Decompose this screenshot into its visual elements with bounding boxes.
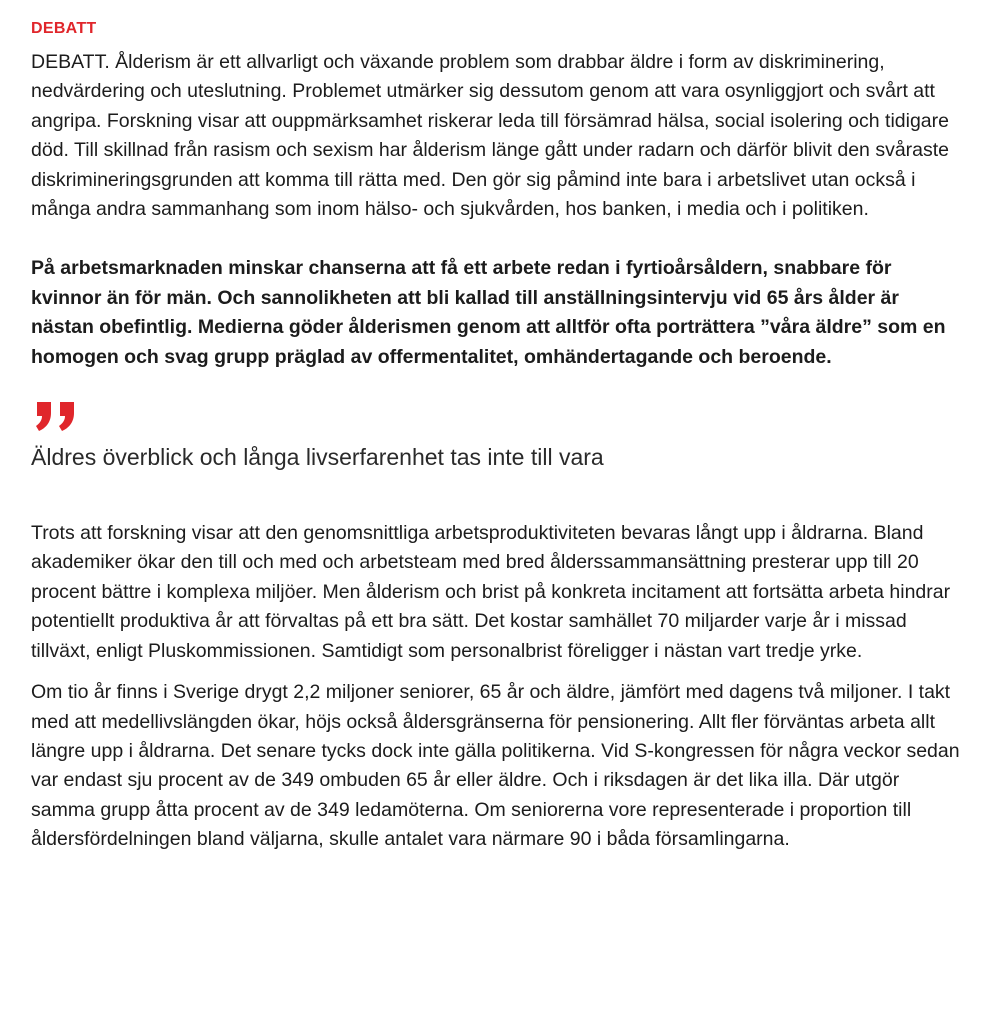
body-paragraph: Trots att forskning visar att den genomsnittliga arbetsproduktiviteten bevaras långt upp i åldrarna. Bland akademiker ökar den till och med och arbetsteam med bred ålderssammansättning presterar upp till 20 procent bättre i komplexa miljöer. Men ålderism och brist på konkreta incitament att fortsätta arbeta hindrar potentiellt produktiva år att förvaltas på ett bra sätt. Det kostar samhället 70 miljarder varje år i missad tillväxt, enligt Pluskommissionen. Samtidigt som personalbrist föreligger i nästan vart tredje yrke. (31, 522, 951, 662)
lead-paragraph: På arbetsmarknaden minskar chanserna att få ett arbete redan i fyrtioårsåldern, snabbare för kvinnor än för män. Och sannolikheten att bli kallad till anställningsintervju vid 65 års ålder är nästan obefintlig. Medierna göder ålderismen genom att alltför ofta porträttera ”våra äldre” som en homogen och svag grupp präglad av offermentalitet, omhändertagande och beroende. (31, 257, 946, 368)
article (31, 18, 961, 855)
section-kicker: DEBATT (31, 20, 97, 37)
intro-paragraph: DEBATT. Ålderism är ett allvarligt och växande problem som drabbar äldre i form av diskriminering, nedvärdering och uteslutning. Problemet utmärker sig dessutom genom att vara osynliggjort och svårt att angripa. Forskning visar att ouppmärksamhet riskerar leda till försämrad hälsa, social isolering och tidigare död. Till skillnad från rasism och sexism har ålderism länge gått under radarn och därför blivit den svåraste diskrimineringsgrunden att komma till rätta med. Den gör sig påmind inte bara i arbetslivet utan också i många andra sammanhang som inom hälso- och sjukvården, hos banken, i media och i politiken. (31, 51, 950, 221)
pull-quote (31, 400, 961, 472)
body-paragraph: Om tio år finns i Sverige drygt 2,2 miljoner seniorer, 65 år och äldre, jämfört med dagens två miljoner. I takt med att medellivslängden ökar, höjs också åldersgränserna för pensionering. Allt fler förväntas arbeta allt längre upp i åldrarna. Det senare tycks dock inte gälla politikerna. Vid S-kongressen för några veckor sedan var endast sju procent av de 349 ombuden 65 år eller äldre. Och i riksdagen är det lika illa. Där utgör samma grupp åtta procent av de 349 ledamöterna. Om seniorerna vore representerade i proportion till åldersfördelningen bland väljarna, skulle antalet vara närmare 90 i båda församlingarna. (31, 681, 960, 851)
pull-quote-text: Äldres överblick och långa livserfarenhet tas inte till vara (31, 444, 604, 471)
quote-mark-icon (31, 400, 83, 440)
